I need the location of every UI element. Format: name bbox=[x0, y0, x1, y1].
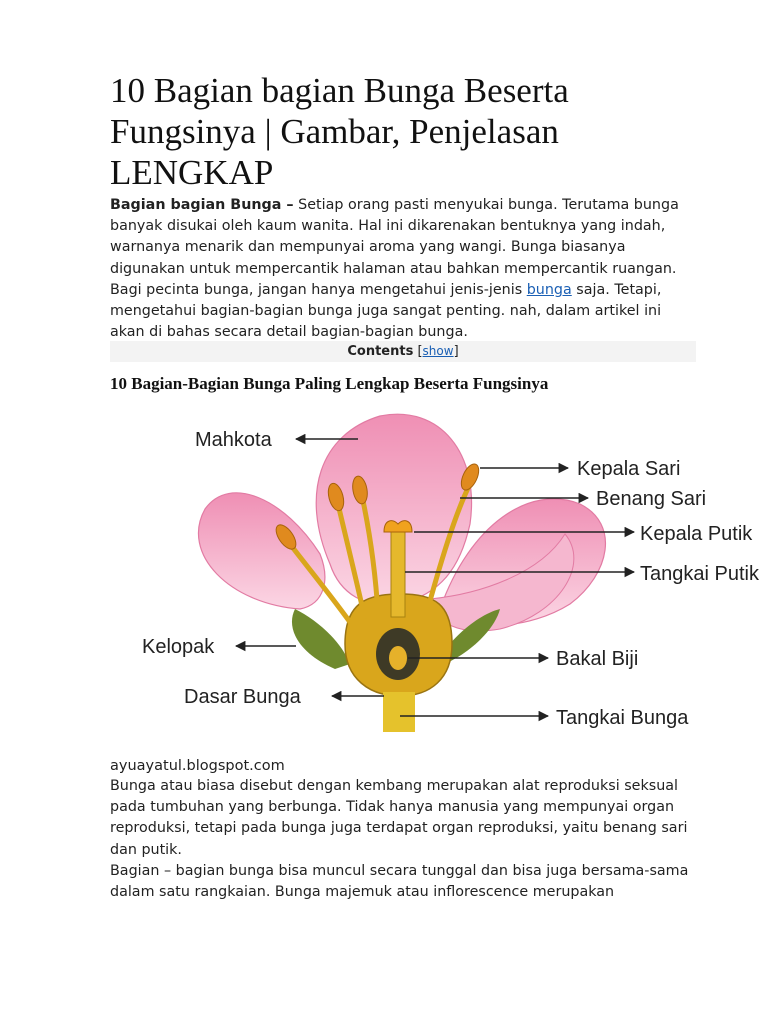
table-of-contents bbox=[110, 341, 696, 362]
sepal-left bbox=[292, 609, 350, 669]
article-body bbox=[110, 776, 706, 903]
intro-text-1: Setiap orang pasti menyukai bunga. Terutama bunga banyak disukai oleh kaum wanita. Hal ini dikarenakan bentuknya yang indah, warnanya menarik dan mempunyai aroma yang wangi. Bunga biasanya digunakan untuk mempercantik halaman atau bahkan mempercantik ruangan. Bagi pecinta bunga, jangan hanya mengetahui jenis-jenis bbox=[110, 197, 679, 298]
label-kepala-putik: Kepala Putik bbox=[640, 523, 753, 545]
toc-bracket-close: ] bbox=[453, 344, 459, 359]
toc-bracket-open: [ bbox=[417, 344, 423, 359]
intro-lead: Bagian bagian Bunga – bbox=[110, 197, 294, 213]
image-caption: ayuayatul.blogspot.com bbox=[110, 758, 285, 774]
intro-text-2: saja. Tetapi, mengetahui bagian-bagian bunga juga sangat penting. nah, dalam artikel ini akan di bahas secara detail bagian-bagian bunga. bbox=[110, 281, 662, 341]
label-tangkai-bunga: Tangkai Bunga bbox=[556, 707, 689, 729]
intro-paragraph bbox=[110, 195, 700, 343]
toc-label: Contents bbox=[347, 344, 414, 359]
label-kepala-sari: Kepala Sari bbox=[577, 458, 681, 480]
flower-stalk bbox=[383, 692, 415, 732]
section-heading: 10 Bagian-Bagian Bunga Paling Lengkap Beserta Fungsinya bbox=[110, 374, 549, 393]
flower-diagram bbox=[0, 404, 768, 744]
bunga-link[interactable]: bunga bbox=[526, 281, 572, 298]
page-title: 10 Bagian bagian Bunga Beserta Fungsinya | Gambar, Penjelasan LENGKAP bbox=[110, 71, 569, 192]
label-kelopak: Kelopak bbox=[142, 636, 215, 658]
body-paragraph-2: Bagian – bagian bunga bisa muncul secara tunggal dan bisa juga bersama-sama dalam satu rangkaian. Bunga majemuk atau inflorescence merupakan bbox=[110, 862, 689, 901]
label-benang-sari: Benang Sari bbox=[596, 488, 707, 510]
toc-show-link[interactable]: show bbox=[422, 344, 454, 358]
petal-left bbox=[198, 493, 324, 609]
label-tangkai-putik: Tangkai Putik bbox=[640, 563, 759, 585]
label-bakal-biji: Bakal Biji bbox=[556, 648, 639, 670]
label-mahkota: Mahkota bbox=[195, 429, 272, 451]
ovule bbox=[389, 646, 407, 670]
style bbox=[391, 532, 405, 617]
body-paragraph-1: Bunga atau biasa disebut dengan kembang merupakan alat reproduksi seksual pada tumbuhan yang berbunga. Tidak hanya manusia yang mempunyai organ reproduksi, tetapi pada bunga juga terdapat organ reproduksi, yaitu benang sari dan putik. bbox=[110, 778, 688, 858]
label-dasar-bunga: Dasar Bunga bbox=[184, 686, 301, 708]
